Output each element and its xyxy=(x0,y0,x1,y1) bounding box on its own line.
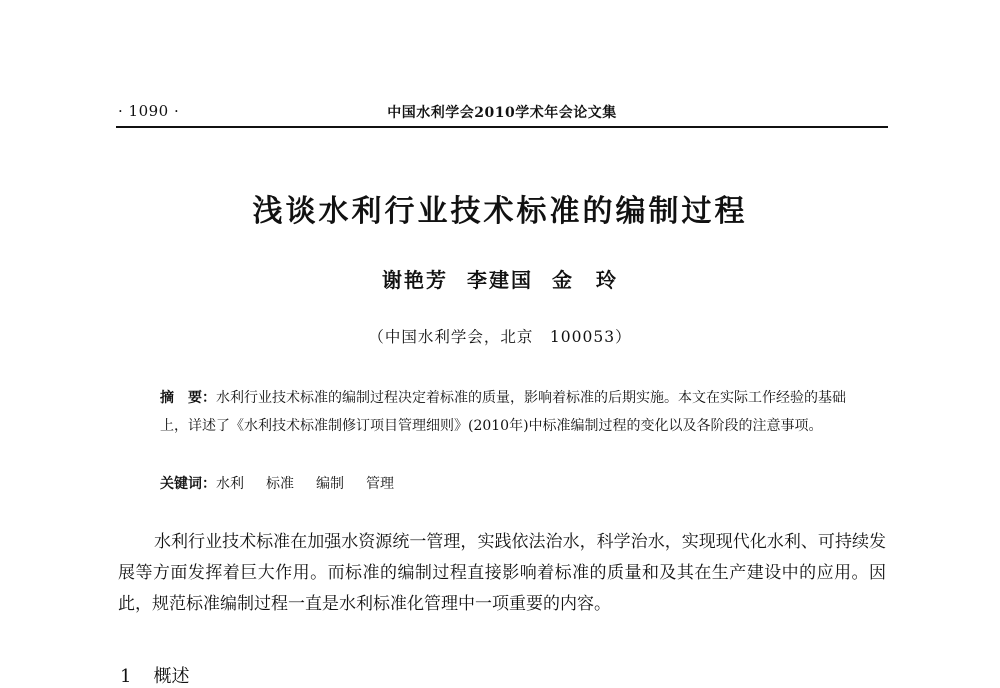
affiliation: （中国水利学会，北京 100053） xyxy=(368,328,632,346)
section-title: 概述 xyxy=(153,666,190,687)
keyword: 管理 xyxy=(366,476,394,492)
paper-title: 浅谈水利行业技术标准的编制过程 xyxy=(252,194,748,229)
keyword: 水利 xyxy=(216,476,244,492)
running-header xyxy=(116,100,888,128)
section-number: 1 xyxy=(120,666,132,687)
page-number: · 1090 · xyxy=(118,102,180,120)
keywords xyxy=(160,471,860,498)
keywords-label: 关键词： xyxy=(160,476,216,492)
section-heading xyxy=(120,662,189,688)
abstract-text: 水利行业技术标准的编制过程决定着标准的质量，影响着标准的后期实施。本文在实际工作经验的基础上，详述了《水利技术标准制修订项目管理细则》(2010年)中标准编制过程的变化以及各阶段的注意事项。 xyxy=(160,390,846,434)
body-paragraph: 水利行业技术标准在加强水资源统一管理，实践依法治水，科学治水，实现现代化水利、可持续发展等方面发挥着巨大作用。而标准的编制过程直接影响着标准的质量和及其在生产建设中的应用。因此，规范标准编制过程一直是水利标准化管理中一项重要的内容。 xyxy=(118,532,886,614)
abstract xyxy=(160,385,860,440)
author-name: 金 玲 xyxy=(551,268,618,292)
keyword: 编制 xyxy=(316,476,344,492)
author-name: 李建国 xyxy=(467,268,533,292)
body-text xyxy=(118,527,886,620)
author-name: 谢艳芳 xyxy=(382,268,449,292)
keyword: 标准 xyxy=(266,476,294,492)
abstract-label: 摘 要： xyxy=(160,390,216,406)
author-list xyxy=(0,264,1000,293)
journal-title: 中国水利学会2010学术年会论文集 xyxy=(387,105,617,121)
